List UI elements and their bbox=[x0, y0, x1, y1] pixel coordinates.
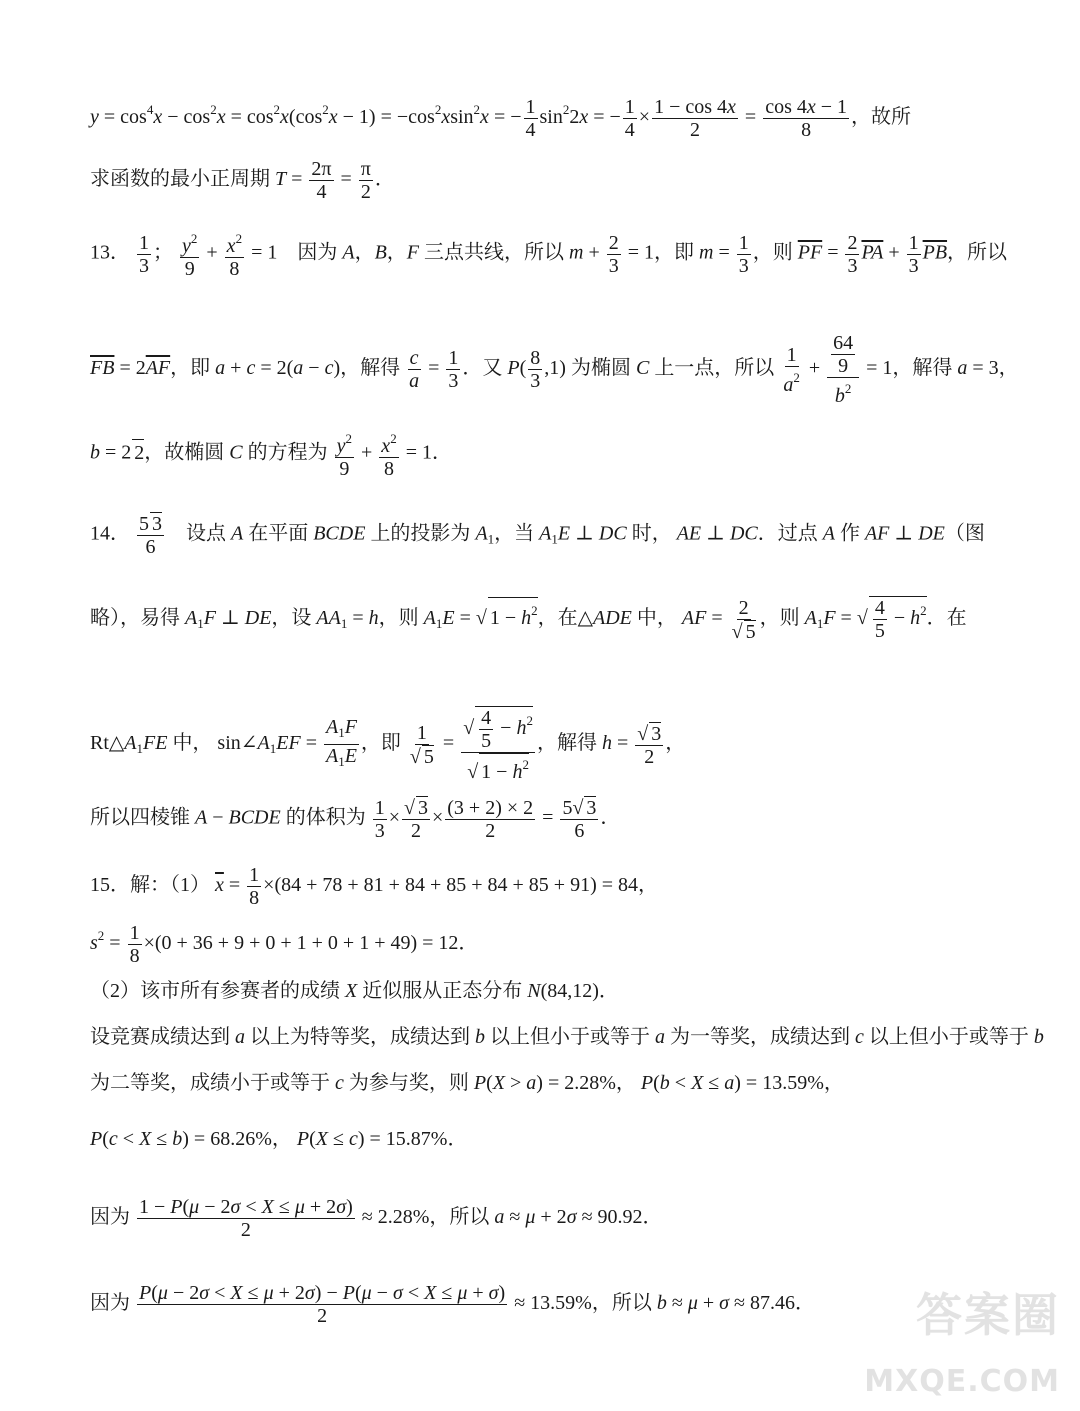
text-line-17: 因为 $\frac{P(\mu - 2\sigma < X \le \mu + 2\sigma) - P(\mu - \sigma < X \le \mu + \sigma)}{2}$ ≈ 13.59%，所以 b ≈ μ + σ ≈ 87.46． bbox=[90, 1282, 815, 1327]
text-line-6: 14． $\frac{5 3}{6}$ 设点 A 在平面 BCDE 上的投影为 $A_1$，当 $A_1E$ ⊥ DC 时， AE ⊥ DC．过点 A 作 AF ⊥ DE（图 bbox=[90, 513, 985, 558]
text-line-14: 为二等奖，成绩小于或等于 c 为参与奖，则 P(X > a) = 2.28%， P(b < X ≤ a) = 13.59%， bbox=[90, 1072, 844, 1094]
text-line-7: 略），易得 $A_1F$ ⊥ DE，设 $AA_1 = h$，则 $A_1E$ = √ $1 - h^2$，在△ADE 中， AF = $\frac{2}{√ 5}$ ，则 $A_1F$ = √ $\frac{4}{5}$ − $h^2$．在 bbox=[90, 596, 967, 643]
text-line-2: 求函数的最小正周期 T = $\frac{2\pi}{4}$ = $\frac{\pi}{2}$ ． bbox=[90, 158, 395, 203]
text-line-15: P(c < X ≤ b) = 68.26%， P(X ≤ c) = 15.87%． bbox=[90, 1128, 468, 1150]
watermark-logo bbox=[864, 1279, 1060, 1399]
text-line-9: 所以四棱锥 A − BCDE 的体积为 $\frac{1}{3}$ × $\frac{√ 3}{2}$ × $\frac{(3 + 2) \times 2}{2}$ = $\frac{5√ 3}{6}$ ． bbox=[90, 796, 621, 842]
watermark-url: MXQE.COM bbox=[864, 1364, 1060, 1399]
text-line-3: 13． $\frac{1}{3}$ ； $\frac{y^2}{9}$ + $\frac{x^2}{8}$ = 1 因为 A，B，F 三点共线，所以 m + $\frac{2}{3}$ = 1，即 m = $\frac{1}{3}$ ，则 $\overline{PF}$ = $\frac{2}{3}$ $\overline{PA}$ + $\frac{1}{3}$ $\overline{PB}$，所以 bbox=[90, 228, 1020, 280]
text-line-16: 因为 $\frac{1 - P(\mu - 2\sigma < X \le \mu + 2\sigma)}{2}$ ≈ 2.28%，所以 a ≈ μ + 2σ ≈ 90.92． bbox=[90, 1196, 663, 1241]
watermark-title: 答案圈 bbox=[916, 1288, 1060, 1342]
text-line-5: b = 2 2，故椭圆 C 的方程为 $\frac{y^2}{9}$ + $\frac{x^2}{8}$ = 1． bbox=[90, 428, 1020, 480]
text-line-1: $y = \cos^4x - \cos^2x = \cos^2x(\cos^2x - 1) = -\cos^2xsin^2x$ = − $\frac{1}{4}$ $\sin^22x$ = − $\frac{1}{4}$ × $\frac{1 - \cos 4x}{2}$ = $\frac{\cos 4x - 1}{8}$ ，故所 bbox=[90, 96, 912, 141]
text-line-11: $s^2$ = $\frac{1}{8}$ ×(0 + 36 + 9 + 0 + 1 + 0 + 1 + 49) = 12． bbox=[90, 922, 479, 967]
text-line-10: 15．解：（1） $\overline{x}$ = $\frac{1}{8}$ ×(84 + 78 + 81 + 84 + 85 + 84 + 85 + 91) = 84， bbox=[90, 864, 659, 909]
text-line-12: （2）该市所有参赛者的成绩 X 近似服从正态分布 N(84,12)． bbox=[90, 980, 619, 1002]
text-line-13: 设竞赛成绩达到 a 以上为特等奖，成绩达到 b 以上但小于或等于 a 为一等奖，成绩达到 c 以上但小于或等于 b bbox=[90, 1026, 1044, 1048]
text-line-4: $\overline{FB} = 2\overline{AF}$，即 a + c = 2(a − c)，解得 $\frac{c}{a}$ = $\frac{1}{3}$ ．又 P( $\frac{8}{3}$ ,1) 为椭圆 C 上一点，所以 $\frac{1}{a^2}$ + $\frac{\frac{64}{9}}{b^2}$ = 1，解得 a = 3， bbox=[90, 332, 1019, 407]
text-line-8: $Rt\triangle A_1FE$ 中， $\sin\angle A_1EF$ = $\frac{A_1F}{A_1E}$ ，即 $\frac{1}{√ 5}$ = √ $\frac{4}{5}$ − $h^2$ √ $1 - h^2$ ，解得 h = $\frac{√ 3}{2}$ ， bbox=[90, 707, 686, 783]
